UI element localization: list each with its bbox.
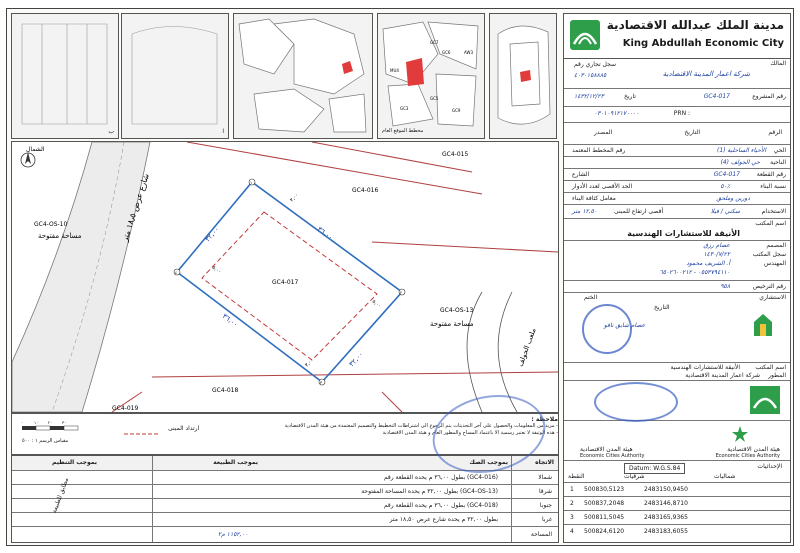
coord-north: 2483150,9450 — [644, 486, 688, 493]
corner-2: ٢ — [400, 290, 403, 295]
setback-legend — [122, 424, 232, 444]
thumbnail-left-label: ب — [108, 128, 114, 135]
corner-3: ٣ — [320, 380, 323, 385]
eca-arabic-left: هيئة المدن الاقتصادية — [580, 446, 633, 453]
boundary-row-3 — [12, 498, 558, 513]
setback-3: ٣,٠٠ — [289, 192, 300, 204]
north-arrow-icon — [21, 152, 35, 167]
thumbnail-left — [11, 13, 119, 139]
boundary-dir: شمالا — [538, 474, 552, 481]
coord-east: 500837,2048 — [584, 500, 625, 507]
consultant-logo-icon — [748, 310, 778, 340]
keyplan-label-3: MU4 — [390, 68, 399, 73]
developer-stamp-row — [564, 380, 790, 421]
company-value: الأنيقة للاستشارات الهندسية — [670, 364, 740, 371]
plot-center-label: GC4-017 — [272, 279, 299, 286]
scale-tick: ٣٠ — [62, 420, 67, 425]
note-2: - هذه الوثيقة لا تعتبر رسمية الا باعتماد المساح والمطور العام و هيئة المدن الاقتصادية — [382, 430, 558, 436]
scale-bar — [20, 420, 80, 450]
height-label: أقصى ارتفاع للمبنى — [614, 208, 664, 215]
setback-2: ٥,٠٠ — [370, 298, 383, 310]
corner-1: ١ — [250, 180, 253, 185]
col-nature: بموجب الطبيعة — [213, 459, 258, 466]
thumbnail-mid — [121, 13, 229, 139]
coord-east: 500830,5123 — [584, 486, 625, 493]
east-space-name: مساحة مفتوحة — [430, 320, 474, 328]
thumbnail-district-note: مخطط الموقع العام — [382, 128, 424, 134]
sign-label: الختم — [584, 294, 598, 301]
sign-name: عصام شايق ناقو — [604, 322, 646, 329]
owner-row — [564, 58, 790, 89]
coord-title: الإحداثيات — [757, 463, 782, 470]
consultant-name-label: اسم المكتب — [755, 220, 786, 227]
project-row — [564, 88, 790, 107]
eca-english-left: Economic Cities Authority — [580, 453, 645, 459]
district-sketch — [378, 14, 484, 138]
west-space-name: مساحة مفتوحة — [38, 232, 82, 240]
coord-title-row — [564, 460, 790, 483]
coord-pt: 4 — [570, 528, 574, 535]
logo-english: King Abdullah Economic City — [622, 38, 784, 49]
thumbnail-district — [377, 13, 485, 139]
consultant-label: الاستشاري — [759, 294, 786, 301]
boundary-text: بطول ٣٦,٠٠ م يحده القطعة رقم (GC4-016) — [383, 474, 498, 481]
keyplan-label-5: GC5 — [430, 96, 439, 101]
coord-col-east: شرقيات — [624, 473, 645, 480]
scale-label: مقياس الرسم ١ : ٥٠٠ — [22, 438, 69, 444]
boundary-text: بطول ٣٦,٠٠ م يحده القطعة رقم (GC4-018) — [383, 502, 498, 509]
dev-label: المطور — [768, 372, 786, 379]
use-value: سكني / فيلا — [710, 208, 740, 215]
kaec-logo — [564, 14, 790, 59]
area-total-value: ١١٥٢,٠٠ م٢ — [217, 531, 248, 538]
area-total-label: المساحة — [530, 531, 552, 538]
golf-label: ملعب الجولف — [516, 327, 538, 368]
coord-col-north: شماليات — [714, 473, 736, 480]
license-no-label: رقم الترخيص — [752, 283, 786, 290]
project-no-label: رقم المشروع — [752, 93, 786, 100]
rev-source-header: المصدر — [594, 129, 613, 136]
dim-left: ٣٢,٠٠ — [203, 225, 222, 244]
coord-row-3 — [564, 510, 790, 525]
area-label: الناحية — [770, 159, 786, 166]
keyplan-label-6: GC9 — [452, 108, 461, 113]
coord-pt: 3 — [570, 514, 574, 521]
coord-east: 500811,5045 — [584, 514, 625, 521]
consultant-name-row — [564, 218, 790, 241]
keyplan-label-0: GC7 — [430, 40, 439, 45]
notes-title: ملاحظة : — [531, 416, 558, 423]
designer-value: عصام رزق — [703, 242, 730, 249]
floors-value: دورين وملحق — [716, 195, 750, 202]
area-total-row — [12, 526, 558, 542]
setback-4: ٣,٠٠ — [304, 357, 315, 369]
boundary-dir: جنوبا — [539, 502, 552, 509]
eca-english: Economic Cities Authority — [715, 453, 780, 459]
scale-tick: ١٠ — [34, 420, 39, 425]
city-sketch — [490, 14, 556, 138]
phone-value: ٠٥٥٣٧٩٤١١٠ - ٦٥٠٢٦٠٠٢١٢ — [659, 269, 730, 276]
dev-value: شركة اعمار المدينة الاقتصادية — [685, 372, 760, 379]
parcel-value: GC4-017 — [713, 171, 740, 178]
dim-right: ٣٢,٠٠ — [347, 350, 366, 369]
far-label: معامل كثافة البناء — [572, 195, 616, 202]
site-plan — [11, 141, 559, 413]
license-label: سجل المكتب — [752, 251, 786, 258]
prn-label: PRN : — [673, 110, 690, 117]
prn-value: ٠٣٠١٠٩١٢١٧٠٠٠٠ — [594, 110, 640, 117]
coord-row-2 — [564, 496, 790, 511]
setback-legend-label: ارتداد المبنى — [168, 425, 200, 432]
boundary-text: بطول ٣٢,٠٠ م يحده المساحة المفتوحة (GC4-OS-13) — [361, 488, 498, 495]
eca-emblem-icon — [730, 424, 750, 444]
height-value: ١٢,٥٠ متر — [572, 208, 598, 215]
coord-row-1 — [564, 482, 790, 497]
coord-north: 2483183,6055 — [644, 528, 688, 535]
designer-label: المصمم — [766, 242, 786, 249]
ratio-label: نسبة البناء — [760, 183, 786, 190]
ratio-value: ٥٠٪ — [720, 183, 730, 190]
side-note: مطابق للطبيعة — [50, 476, 71, 515]
company-row — [564, 362, 790, 381]
table-divider-2 — [511, 456, 512, 542]
keyplan-label-4: GC3 — [400, 106, 409, 111]
use-label: الاستخدام — [761, 208, 786, 215]
street-label: شارع عرض ١٨٫٥ متر — [120, 172, 151, 243]
col-deed: بموجب الصك — [469, 459, 508, 466]
setback-line — [202, 212, 377, 360]
rev-date-header: التاريخ — [684, 129, 700, 136]
floors-label: الحد الأقصى لعدد الأدوار — [572, 183, 633, 190]
cr-value: ٤٠٣٠١٥٨٨٨٥ — [574, 72, 607, 79]
corner-4: ٤ — [175, 270, 178, 275]
scale-tick: ٠ — [21, 420, 24, 425]
company-label: اسم المكتب — [755, 364, 786, 371]
thumbnail-mid-label: ا — [222, 128, 224, 135]
owner-value: شركة اعمار المدينة الاقتصادية — [662, 70, 750, 78]
boundary-dir: شرقا — [538, 488, 552, 495]
dim-bottom: ٣٦,٠٠ — [220, 312, 240, 329]
boundary-row-2 — [12, 484, 558, 499]
keyplan-label-1: GC6 — [442, 50, 451, 55]
engineer-value: أ. الشريف محمود — [686, 260, 730, 267]
cr-label: سجل تجاري رقم — [574, 61, 616, 68]
datum-label: Datum: W.G.S.84 — [624, 463, 685, 474]
survey-sheet — [6, 8, 794, 546]
logo-arabic: مدينة الملك عبدالله الاقتصادية — [606, 18, 784, 32]
stamp-circle-icon — [582, 304, 632, 354]
dim-top: ٣٦,٠٠ — [315, 225, 335, 242]
coord-pt: 2 — [570, 500, 574, 507]
consultant-date-label: التاريخ — [654, 304, 670, 311]
use-row — [564, 204, 790, 219]
thumbnail-keyplan — [233, 13, 373, 139]
engineer-label: المهندس — [763, 260, 786, 267]
consultant-details-row — [564, 240, 790, 281]
license-no-value: ٩٥٨ — [720, 283, 730, 290]
east-plot-label: GC4-016 — [352, 187, 379, 194]
project-no-value: GC4-017 — [703, 93, 730, 100]
boundary-dir: غربا — [542, 516, 552, 523]
street-label: الشارع — [572, 171, 590, 178]
coord-row-4 — [564, 524, 790, 538]
coord-east: 500824,6120 — [584, 528, 625, 535]
boundary-row-4 — [12, 512, 558, 527]
developer-stamp-icon — [594, 382, 678, 422]
south-plot-label: GC4-018 — [212, 387, 239, 394]
sw-plot-label: GC4-019 — [112, 405, 139, 412]
thumbnail-city — [489, 13, 557, 139]
district-label: الحي — [773, 147, 786, 154]
coord-col-point: النقطة — [568, 473, 585, 480]
thumbnail-left-sketch — [12, 14, 118, 138]
license-value: ١٤٣٠/٧/٢٢ — [703, 251, 730, 258]
rev-no-header: الرقم — [768, 129, 782, 136]
north-plot-label: GC4-015 — [442, 151, 469, 158]
coord-pt: 1 — [570, 486, 574, 493]
consultant-name-value: الأنيقة للاستشارات الهندسية — [627, 229, 740, 238]
logo-mark-icon — [570, 20, 600, 50]
east-space-code: GC4-OS-13 — [440, 307, 474, 314]
eca-row — [564, 420, 790, 461]
scale-tick: ٢٠ — [48, 420, 53, 425]
developer-logo-icon — [750, 386, 780, 414]
col-plan: بموجب التنظيم — [52, 459, 98, 466]
coord-north: 2483146,8710 — [644, 500, 688, 507]
parcel-label: رقم القطعة — [756, 171, 786, 178]
date-label: تاريخ — [624, 93, 636, 100]
coord-north: 2483165,9365 — [644, 514, 688, 521]
west-space-code: GC4-OS-10 — [34, 221, 68, 228]
north-label: الشمال — [26, 146, 45, 153]
table-divider-1 — [152, 456, 153, 542]
keyplan-sketch — [234, 14, 372, 138]
area-value: حي الجولف (4) — [720, 159, 760, 166]
prn-row — [564, 106, 790, 123]
district-value: الأحياء الساحلية (1) — [717, 147, 766, 154]
stamps-row — [564, 292, 790, 363]
col-direction: الاتجاه — [535, 459, 554, 466]
title-block — [563, 13, 791, 543]
boundaries-table — [11, 455, 559, 543]
owner-label: المالك — [770, 60, 786, 67]
note-1: - مزيد من المعلومات والحصول على آخر التحديثات يتم الرجوع الى اشتراطات التخطيط والتصميم المعتمدة من هيئة المدن الاقتصادية — [284, 423, 558, 429]
setback-1: ٥,٠٠ — [210, 264, 223, 276]
subdiv-label: رقم المخطط المعتمد — [572, 147, 626, 154]
site-plan-drawing — [12, 142, 558, 412]
thumbnail-mid-sketch — [122, 14, 228, 138]
eca-arabic: هيئة المدن الاقتصادية — [727, 446, 780, 453]
revision-row — [564, 122, 790, 145]
keyplan-label-2: AW3 — [464, 50, 474, 55]
date-value: ١٤٣٢/١٢/٢٣ — [574, 93, 604, 100]
boundary-text: بطول ٣٢,٠٠ م يحده شارع عرض ١٨,٥٠ متر — [389, 516, 498, 523]
